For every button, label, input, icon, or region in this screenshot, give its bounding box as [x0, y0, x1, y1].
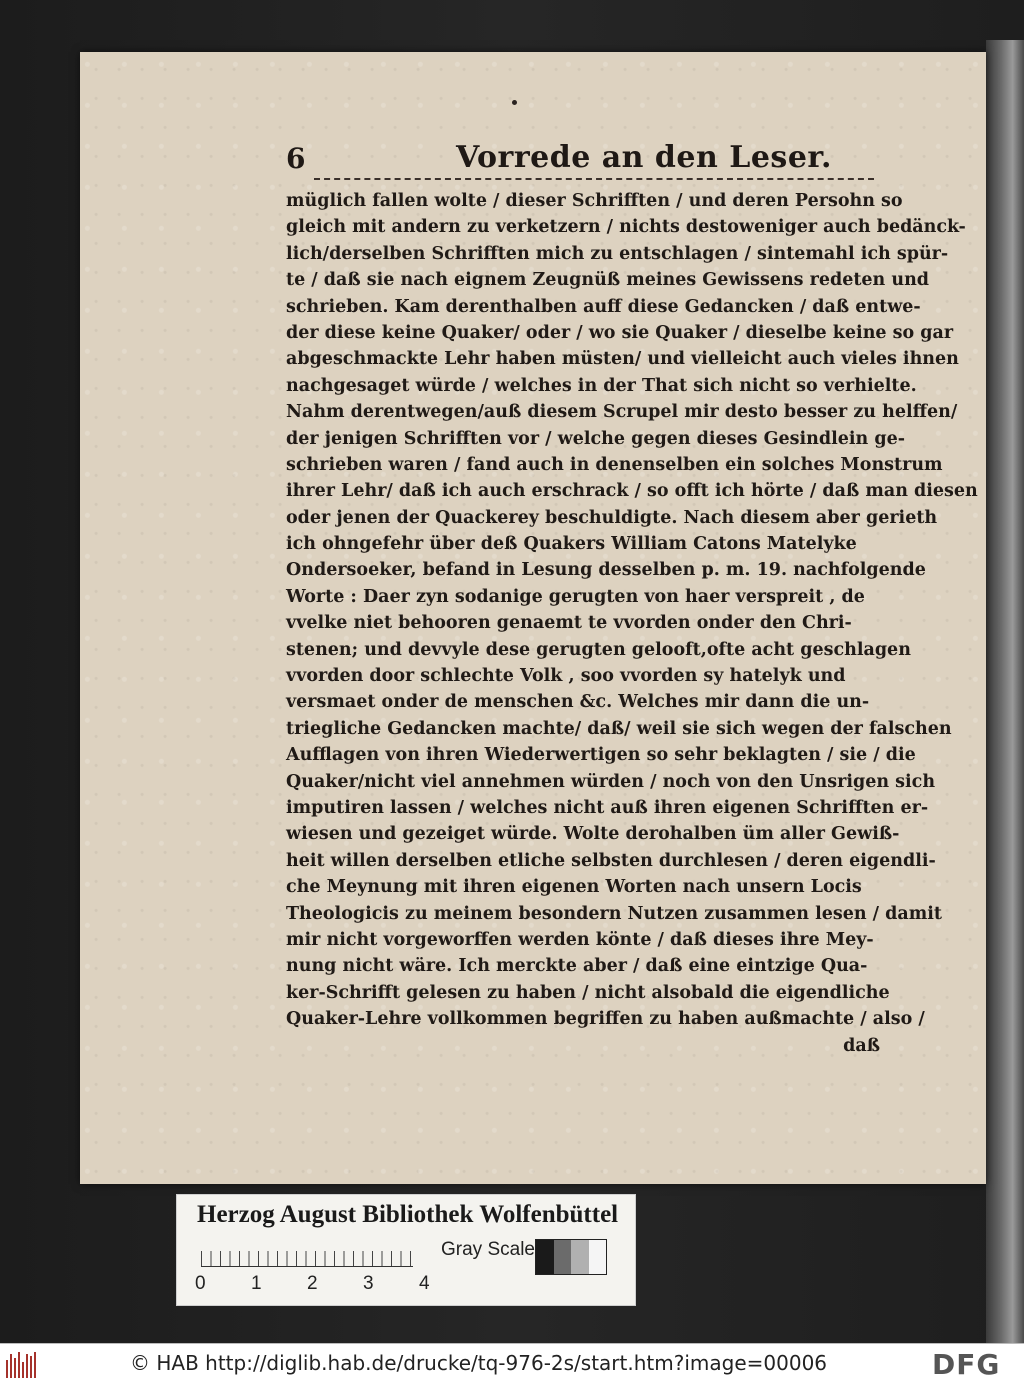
scale-label: 2 — [307, 1273, 318, 1294]
text-line: wiesen und gezeiget würde. Wolte derohalben üm aller Gewiß- — [286, 824, 900, 845]
text-line: nung nicht wäre. Ich merckte aber / daß eine eintzige Qua- — [286, 956, 868, 977]
color-calibration-card — [176, 1194, 636, 1306]
text-line: stenen; und devvyle dese gerugten gelooft,ofte acht geschlagen — [286, 639, 911, 660]
scale-label: 3 — [363, 1273, 374, 1294]
grayscale-label: Gray Scale — [441, 1239, 535, 1260]
text-line: triegliche Gedancken machte/ daß/ weil sie sich wegen der falschen — [286, 718, 952, 739]
text-line: abgeschmackte Lehr haben müsten/ und vielleicht auch vieles ihnen — [286, 349, 959, 370]
page-number: 6 — [286, 142, 306, 175]
scale-label: 0 — [195, 1273, 206, 1294]
text-line: der diese keine Quaker/ oder / wo sie Quaker / dieselbe keine so gar — [286, 322, 954, 343]
text-line: schrieben waren / fand auch in denenselben ein solches Monstrum — [286, 454, 943, 475]
text-line: gleich mit andern zu verketzern / nichts destoweniger auch bedänck- — [286, 217, 966, 238]
text-line: oder jenen der Quackerey beschuldigte. Nach diesem aber gerieth — [286, 507, 938, 528]
text-line: Nahm derentwegen/auß diesem Scrupel mir desto besser zu helffen/ — [286, 402, 958, 423]
text-line: Worte : Daer zyn sodanige gerugten von haer verspreit , de — [286, 586, 865, 607]
text-line: te / daß sie nach eignem Zeugnüß meines Gewissens redeten und — [286, 270, 930, 291]
source-url[interactable]: © HAB http://diglib.hab.de/drucke/tq-976-2s/start.htm?image=00006 — [130, 1351, 828, 1375]
adjacent-page-edge — [986, 40, 1024, 1343]
header-rule — [314, 178, 874, 180]
text-line: heit willen derselben etliche selbsten durchlesen / deren eigendli- — [286, 850, 936, 871]
text-line: lich/derselben Schrifften mich zu entschlagen / sintemahl ich spür- — [286, 243, 949, 264]
catchword: daß — [843, 1035, 880, 1056]
text-line: nachgesaget würde / welches in der That sich nicht so verhielte. — [286, 375, 917, 396]
text-line: schrieben. Kam derenthalben auff diese Gedancken / daß entwe- — [286, 296, 921, 317]
gray-swatch — [536, 1240, 554, 1274]
body-text — [286, 188, 978, 1059]
page-header — [286, 140, 886, 180]
gray-swatch — [589, 1240, 607, 1274]
text-line: ich ohngefehr über deß Quakers William Catons Matelyke — [286, 534, 857, 555]
scale-label: 4 — [419, 1273, 430, 1294]
running-head: Vorrede an den Leser. — [456, 140, 832, 175]
text-line: Aufflagen von ihren Wiederwertigen so sehr beklagten / sie / die — [286, 745, 916, 766]
text-line: vvelke niet behooren genaemt te vvorden onder den Chri- — [286, 613, 852, 634]
text-line: Quaker-Lehre vollkommen begriffen zu haben außmachte / also / — [286, 1009, 925, 1030]
dfg-logo[interactable]: DFG — [932, 1348, 1001, 1381]
text-line: imputiren lassen / welches nicht auß ihren eigenen Schrifften er- — [286, 797, 929, 818]
text-line: Theologicis zu meinem besondern Nutzen zusammen lesen / damit — [286, 903, 942, 924]
text-line: mir nicht vorgeworffen werden könte / daß dieses ihre Mey- — [286, 929, 874, 950]
text-line: che Meynung mit ihren eigenen Worten nach unsern Locis — [286, 877, 862, 898]
page-mark — [512, 100, 517, 105]
gray-swatches — [535, 1239, 607, 1275]
text-line: müglich fallen wolte / dieser Schrifften / und deren Persohn so — [286, 191, 903, 211]
text-line: ihrer Lehr/ daß ich auch erschrack / so offt ich hörte / daß man diesen — [286, 481, 978, 502]
scale-ruler — [201, 1241, 413, 1267]
library-name: Herzog August Bibliothek Wolfenbüttel — [197, 1201, 619, 1228]
scale-labels — [195, 1273, 435, 1297]
viewer-footer — [0, 1343, 1024, 1383]
gray-swatch — [571, 1240, 589, 1274]
text-line: versmaet onder de menschen &c. Welches mir dann die un- — [286, 692, 870, 713]
text-line: vvorden door schlechte Volk , soo vvorden sy hatelyk und — [286, 666, 846, 687]
gray-swatch — [554, 1240, 572, 1274]
text-line: der jenigen Schrifften vor / welche gegen dieses Gesindlein ge- — [286, 428, 906, 449]
text-line: Ondersoeker, befand in Lesung desselben p. m. 19. nachfolgende — [286, 560, 926, 581]
hab-logo-icon[interactable] — [6, 1350, 40, 1378]
scale-label: 1 — [251, 1273, 262, 1294]
text-line: Quaker/nicht viel annehmen würden / noch von den Unsrigen sich — [286, 771, 936, 792]
text-line: ker-Schrifft gelesen zu haben / nicht alsobald die eigendliche — [286, 982, 890, 1003]
